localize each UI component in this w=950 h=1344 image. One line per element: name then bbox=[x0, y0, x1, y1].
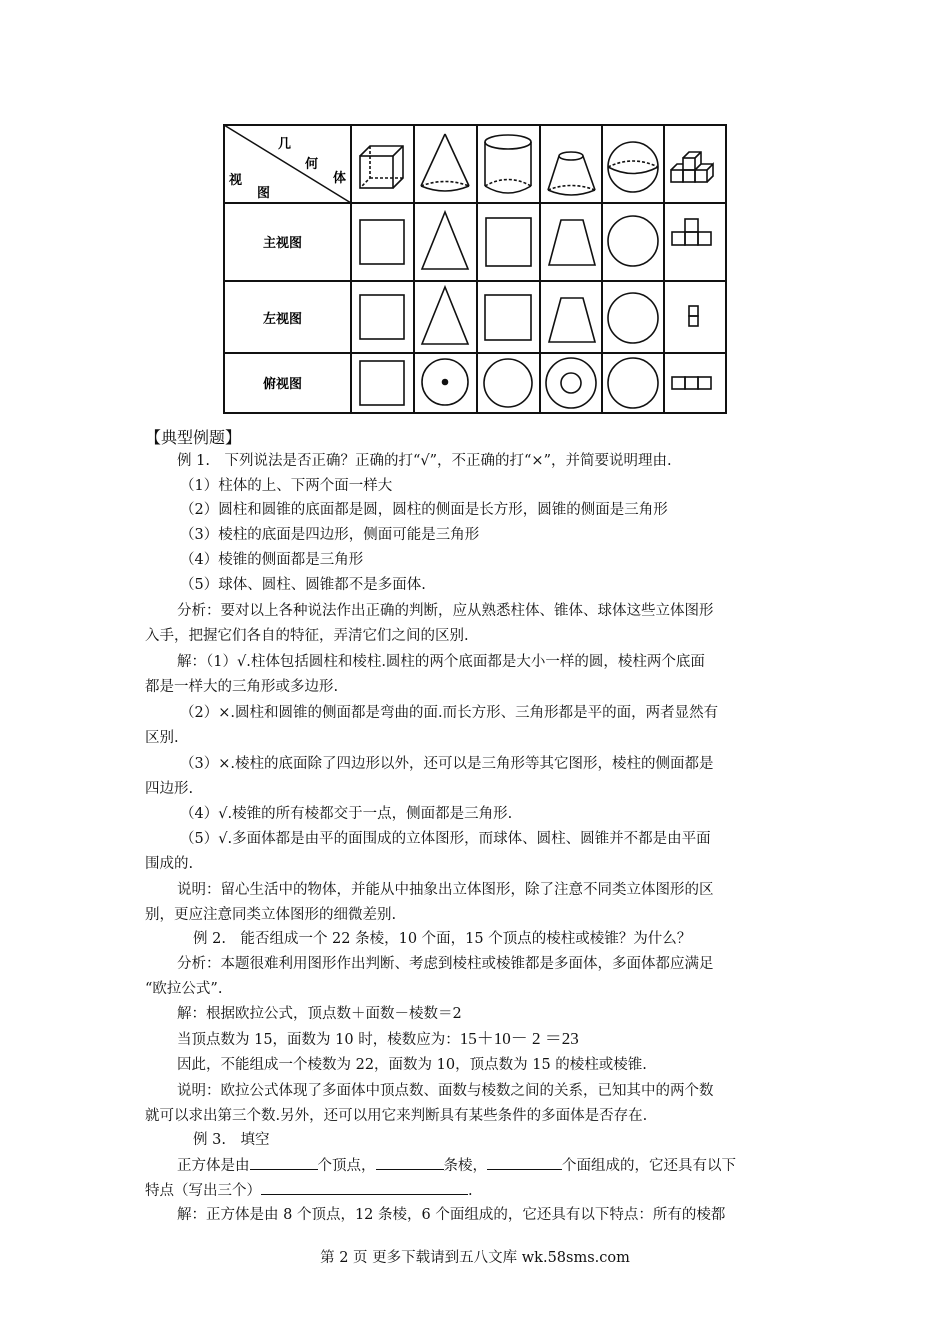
note-2-line-1: 说明：欧拉公式体现了多面体中顶点数、面数与棱数之间的关系，已知其中的两个数 bbox=[177, 1083, 714, 1099]
sphere-drawing bbox=[608, 142, 658, 192]
analysis-2-line-2: “欧拉公式”. bbox=[145, 981, 223, 997]
front-view-square bbox=[360, 220, 404, 264]
row-label-left: 左视图 bbox=[263, 312, 303, 327]
statement-5: （5）球体、圆柱、圆锥都不是多面体. bbox=[180, 577, 426, 593]
statement-1: （1）柱体的上、下两个面一样大 bbox=[180, 478, 393, 494]
section-title: 【典型例题】 bbox=[145, 428, 242, 447]
note-1-line-1: 说明：留心生活中的物体，并能从中抽象出立体图形，除了注意不同类立体图形的区 bbox=[177, 882, 714, 898]
left-view-blocks bbox=[689, 306, 698, 326]
header-label-1: 几 bbox=[278, 137, 292, 152]
header-label-2: 何 bbox=[305, 157, 319, 172]
left-view-square bbox=[360, 295, 404, 339]
header-label-3: 体 bbox=[333, 171, 347, 186]
row-label-top: 俯视图 bbox=[263, 377, 303, 392]
fill-text-3: 条棱， bbox=[443, 1158, 487, 1174]
front-view-triangle bbox=[422, 212, 468, 269]
fill-text-5: 特点（写出三个） bbox=[145, 1183, 261, 1199]
analysis-1-line-1: 分析：要对以上各种说法作出正确的判断，应从熟悉柱体、锥体、球体这些立体图形 bbox=[177, 603, 714, 619]
header-label-4: 视 bbox=[229, 173, 243, 188]
fill-in-line-2 bbox=[145, 1180, 473, 1201]
statement-4: （4）棱锥的侧面都是三角形 bbox=[180, 552, 364, 568]
note-1-line-2: 别，更应注意同类立体图形的细微差别. bbox=[145, 907, 397, 923]
fill-text-6: . bbox=[468, 1183, 473, 1199]
example-3-title: 例 3. 填空 bbox=[193, 1132, 270, 1148]
solution-3-line-1: （3）×.棱柱的底面除了四边形以外，还可以是三角形等其它图形，棱柱的侧面都是 bbox=[180, 756, 714, 772]
left-view-triangle bbox=[422, 287, 468, 344]
front-view-circle bbox=[608, 216, 658, 266]
analysis-2-line-1: 分析：本题很难利用图形作出判断、考虑到棱柱或棱锥都是多面体，多面体都应满足 bbox=[177, 956, 714, 972]
solution-5-line-1: （5）√.多面体都是由平的面围成的立体图形，而球体、圆柱、圆锥并不都是由平面 bbox=[180, 831, 711, 847]
solution-euler: 解：根据欧拉公式，顶点数＋面数－棱数＝2 bbox=[177, 1006, 462, 1022]
note-2-line-2: 就可以求出第三个数.另外，还可以用它来判断具有某些条件的多面体是否存在. bbox=[145, 1108, 648, 1124]
solution-4-line: （4）√.棱锥的所有棱都交于一点，侧面都是三角形. bbox=[180, 806, 513, 822]
example-1-question: 例 1. 下列说法是否正确？正确的打“√”，不正确的打“×”，并简要说明理由. bbox=[177, 453, 672, 469]
blank-edges[interactable] bbox=[376, 1155, 444, 1170]
front-view-trapezoid bbox=[549, 220, 595, 265]
fill-in-line-1 bbox=[177, 1155, 736, 1176]
solution-2-line-2: 区别. bbox=[145, 730, 179, 746]
cone-drawing bbox=[421, 134, 469, 191]
statement-3: （3）棱柱的底面是四边形，侧面可能是三角形 bbox=[180, 527, 480, 543]
fill-text-2: 个顶点， bbox=[317, 1158, 376, 1174]
top-view-square bbox=[360, 361, 404, 405]
frustum-drawing bbox=[548, 152, 595, 195]
solution-2-line-1: （2）×.圆柱和圆锥的侧面都是弯曲的面.而长方形、三角形都是平的面，两者显然有 bbox=[180, 705, 719, 721]
left-view-square-2 bbox=[485, 295, 531, 340]
formula: 15＋10－ 2 ＝23 bbox=[459, 1029, 579, 1048]
top-view-circle bbox=[484, 359, 532, 407]
left-view-trapezoid bbox=[549, 298, 595, 342]
cube-stack-drawing bbox=[671, 152, 713, 182]
top-view-blocks bbox=[672, 377, 711, 389]
conclusion-line: 因此，不能组成一个棱数为 22，面数为 10，顶点数为 15 的棱柱或棱锥. bbox=[177, 1057, 647, 1073]
solution-edges-text: 当顶点数为 15，面数为 10 时，棱数应为： bbox=[177, 1032, 460, 1048]
solution-5-line-2: 围成的. bbox=[145, 856, 194, 872]
front-view-rectangle bbox=[486, 218, 531, 266]
top-view-circle-2 bbox=[608, 358, 658, 408]
solution-3-line-2: 四边形. bbox=[145, 781, 194, 797]
three-views-table bbox=[223, 124, 728, 416]
left-view-circle bbox=[608, 293, 658, 343]
fill-text-1: 正方体是由 bbox=[177, 1158, 250, 1174]
blank-features[interactable] bbox=[261, 1180, 468, 1195]
statement-2: （2）圆柱和圆锥的底面都是圆，圆柱的侧面是长方形，圆锥的侧面是三角形 bbox=[180, 502, 668, 518]
top-view-rings bbox=[546, 358, 596, 408]
fill-text-4: 个面组成的，它还具有以下 bbox=[562, 1158, 736, 1174]
solution-edges-line bbox=[177, 1029, 579, 1050]
solution-1-line-2: 都是一样大的三角形或多边形. bbox=[145, 679, 339, 695]
blank-vertices[interactable] bbox=[250, 1155, 318, 1170]
example-2-question: 例 2. 能否组成一个 22 条棱，10 个面，15 个顶点的棱柱或棱锥？为什么？ bbox=[193, 931, 692, 947]
answer-line: 解：正方体是由 8 个顶点，12 条棱，6 个面组成的，它还具有以下特点：所有的棱都 bbox=[177, 1207, 726, 1223]
blank-faces[interactable] bbox=[487, 1155, 562, 1170]
front-view-blocks bbox=[672, 219, 711, 245]
solution-1-line-1: 解：（1）√.柱体包括圆柱和棱柱.圆柱的两个底面都是大小一样的圆，棱柱两个底面 bbox=[177, 654, 705, 670]
row-label-front: 主视图 bbox=[263, 236, 303, 251]
analysis-1-line-2: 入手，把握它们各自的特征，弄清它们之间的区别. bbox=[145, 628, 469, 644]
cube-drawing bbox=[360, 146, 403, 188]
page-footer: 第 2 页 更多下载请到五八文库 wk.58sms.com bbox=[320, 1250, 630, 1266]
header-label-5: 图 bbox=[257, 186, 271, 201]
cylinder-drawing bbox=[485, 135, 531, 193]
